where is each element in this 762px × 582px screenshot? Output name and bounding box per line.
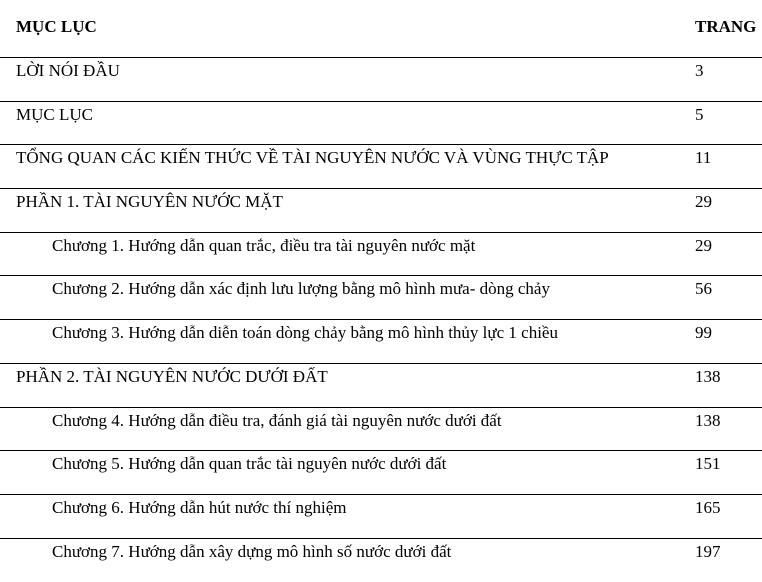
toc-entry-page: 5: [695, 104, 704, 124]
toc-entry-label: Chương 3. Hướng dẫn diễn toán dòng chảy bằng mô hình thủy lực 1 chiều: [52, 323, 558, 343]
toc-entry-page: 197: [695, 541, 721, 561]
toc-title: MỤC LỤC: [16, 17, 97, 36]
toc-entry-page: 29: [695, 192, 712, 212]
toc-row: [0, 320, 762, 364]
toc-row: [0, 102, 762, 146]
toc-row: [0, 408, 762, 452]
toc-entry-label: TỔNG QUAN CÁC KIẾN THỨC VỀ TÀI NGUYÊN NƯỚC VÀ VÙNG THỰC TẬP: [16, 148, 609, 168]
toc-entry-page: 29: [695, 235, 712, 255]
toc-entry-page: 3: [695, 61, 704, 80]
toc-entry-page: 151: [695, 454, 721, 474]
toc-entry-label: Chương 6. Hướng dẫn hút nước thí nghiệm: [52, 497, 347, 517]
toc-row: [0, 58, 762, 102]
toc-entry-label: Chương 1. Hướng dẫn quan trắc, điều tra tài nguyên nước mặt: [52, 235, 476, 255]
toc-entry-page: 165: [695, 497, 721, 517]
toc-header: [0, 0, 762, 58]
toc-row: [0, 189, 762, 233]
toc-row: [0, 233, 762, 277]
toc-entry-label: Chương 2. Hướng dẫn xác định lưu lượng bằng mô hình mưa- dòng chảy: [52, 279, 550, 299]
toc-entry-page: 138: [695, 410, 721, 430]
toc-entry-label: LỜI NÓI ĐẦU: [16, 61, 120, 80]
toc-entry-label: Chương 5. Hướng dẫn quan trắc tài nguyên nước dưới đất: [52, 454, 447, 474]
toc-entry-label: MỤC LỤC: [16, 104, 93, 124]
toc-row: [0, 539, 762, 582]
toc-row: [0, 276, 762, 320]
toc-row: [0, 451, 762, 495]
toc-entry-label: Chương 7. Hướng dẫn xây dựng mô hình số nước dưới đất: [52, 541, 452, 561]
page-column-header: TRANG: [695, 17, 757, 36]
toc-entry-page: 99: [695, 323, 712, 343]
toc-entry-label: PHẦN 2. TÀI NGUYÊN NƯỚC DƯỚI ĐẤT: [16, 366, 328, 386]
toc-row: [0, 495, 762, 539]
toc-entry-label: PHẦN 1. TÀI NGUYÊN NƯỚC MẶT: [16, 192, 283, 212]
toc-entry-page: 56: [695, 279, 712, 299]
toc-entry-page: 11: [695, 148, 712, 168]
toc-entry-label: Chương 4. Hướng dẫn điều tra, đánh giá tài nguyên nước dưới đất: [52, 410, 502, 430]
toc-row: [0, 145, 762, 189]
toc-entry-page: 138: [695, 366, 721, 386]
toc-row: [0, 364, 762, 408]
